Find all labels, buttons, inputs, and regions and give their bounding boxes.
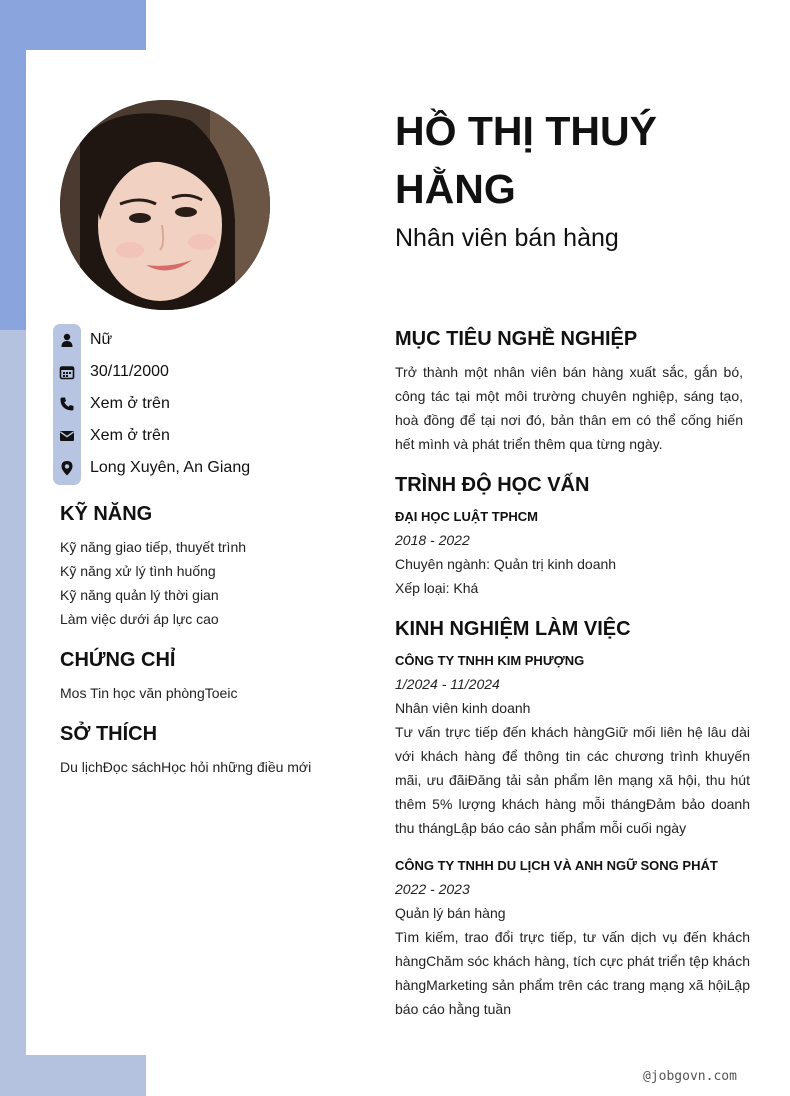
- mail-icon: [53, 420, 81, 452]
- candidate-name: HỒ THỊ THUÝ HẰNG: [395, 108, 657, 212]
- contact-birthday: [53, 356, 373, 388]
- education-major: Chuyên ngành: Quản trị kinh doanh: [395, 556, 617, 572]
- contact-text: Long Xuyên, An Giang: [90, 459, 251, 476]
- education-school: ĐẠI HỌC LUẬT TPHCM: [395, 509, 538, 524]
- contact-phone: [53, 388, 373, 420]
- contact-text: 30/11/2000: [90, 363, 169, 380]
- job-period: 2022 - 2023: [395, 881, 470, 897]
- contact-text: Xem ở trên: [90, 395, 170, 412]
- objective-text: Trở thành một nhân viên bán hàng xuất sắc, gắn bó, công tác tại một môi trường chuyên nghiệp, sáng tạo, hoà đồng để tại nơi đó, bản thân em có thể cống hiến hết mình và phát triển thêm qua từng ngày.: [395, 364, 743, 452]
- certificates-title: CHỨNG CHỈ: [60, 649, 176, 671]
- skill-item: Làm việc dưới áp lực cao: [60, 611, 219, 627]
- job-position: Quản lý bán hàng: [395, 905, 506, 921]
- contact-text: Nữ: [90, 331, 113, 348]
- job-company: CÔNG TY TNHH DU LỊCH VÀ ANH NGỮ SONG PHÁT: [395, 858, 718, 873]
- decor-block-bottom: [0, 1055, 146, 1096]
- candidate-role: Nhân viên bán hàng: [395, 224, 619, 252]
- job-position: Nhân viên kinh doanh: [395, 700, 531, 716]
- job-company: CÔNG TY TNHH KIM PHƯỢNG: [395, 653, 585, 668]
- objective-title: MỤC TIÊU NGHỀ NGHIỆP: [395, 328, 638, 350]
- job-description: Tìm kiếm, trao đổi trực tiếp, tư vấn dịch vụ đến khách hàngChăm sóc khách hàng, tích cực phát triển tệp khách hàngMarketing sản phẩm trên các trang mạng xã hộiLập báo cáo hằng tuần: [395, 929, 750, 1017]
- job-period: 1/2024 - 11/2024: [395, 676, 500, 692]
- skill-item: Kỹ năng xử lý tình huống: [60, 563, 216, 579]
- education-grade: Xếp loại: Khá: [395, 580, 479, 596]
- hobbies-text: Du lịchĐọc sáchHọc hỏi những điều mới: [60, 759, 312, 775]
- decor-strip-left: [0, 330, 26, 1096]
- skills-title: KỸ NĂNG: [60, 503, 153, 525]
- experience-title: KINH NGHIỆM LÀM VIỆC: [395, 618, 631, 640]
- watermark: @jobgovn.com: [643, 1069, 737, 1084]
- avatar: [60, 100, 270, 310]
- contact-text: Xem ở trên: [90, 427, 170, 444]
- portrait-photo: [60, 100, 270, 310]
- person-icon: [53, 324, 81, 356]
- job-description: Tư vấn trực tiếp đến khách hàngGiữ mối liên hệ lâu dài với khách hàng để thông tin các chương trình khuyến mãi, ưu đãiĐăng tải sản phẩm lên mạng xã hội, thu hút thêm 5% lượng khách hàng mỗi thángĐảm bảo doanh thu thángLập báo cáo sản phẩm mỗi cuối ngày: [395, 724, 750, 836]
- contact-gender: [53, 324, 373, 356]
- education-period: 2018 - 2022: [395, 532, 470, 548]
- phone-icon: [53, 388, 81, 420]
- education-title: TRÌNH ĐỘ HỌC VẤN: [395, 474, 590, 496]
- location-icon: [53, 452, 81, 484]
- skill-item: Kỹ năng giao tiếp, thuyết trình: [60, 539, 247, 555]
- calendar-icon: [53, 356, 81, 388]
- certificates-text: Mos Tin học văn phòngToeic: [60, 685, 238, 701]
- skill-item: Kỹ năng quản lý thời gian: [60, 587, 219, 603]
- contact-address: [53, 452, 373, 484]
- hobbies-title: SỞ THÍCH: [60, 723, 158, 745]
- contact-email: [53, 420, 373, 452]
